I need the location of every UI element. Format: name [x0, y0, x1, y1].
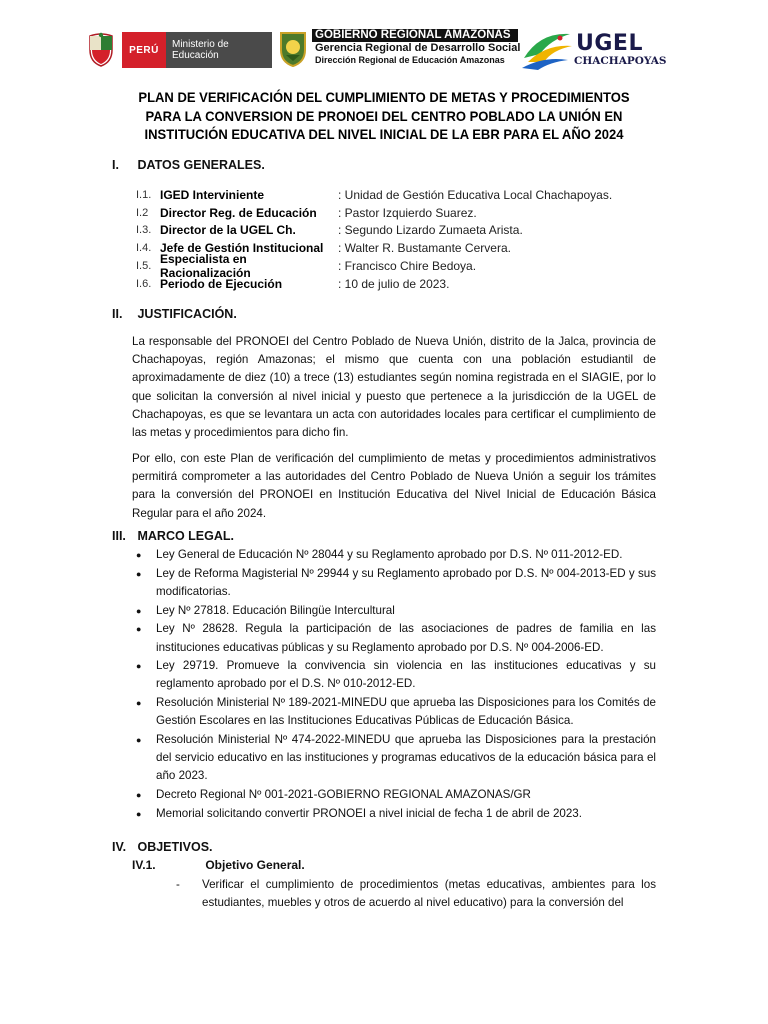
datos-value: : Pastor Izquierdo Suarez.	[338, 205, 477, 220]
datos-key: Periodo de Ejecución	[160, 276, 283, 291]
datos-row	[136, 275, 656, 293]
datos-key: Jefe de Gestión Institucional	[160, 241, 324, 256]
bullet-icon: ●	[136, 735, 142, 746]
justificacion-paragraph: Por ello, con este Plan de verificación del cumplimiento de metas y procedimientos administrativos permitirá comprometer a las autoridades del Centro Poblado de Nueva Unión a seguir los trámites para la conversión del PRONOEI en Institución Educativa del Nivel Inicial de Educación Básica Regular para el año 2024.	[132, 452, 656, 520]
list-item	[136, 694, 656, 730]
list-item-text: Resolución Ministerial Nº 189-2021-MINEDU que aprueba las Disposiciones para los Comités de Gestión Escolares en las Instituciones Educativas Públicas de Educación Básica.	[156, 696, 656, 728]
subsection-label: Objetivo General.	[205, 858, 305, 872]
list-item-text: Ley 29719. Promueve la convivencia sin violencia en las instituciones educativas y su reglamento aprobado por el D.S. Nº 010-2012-ED.	[156, 659, 656, 691]
title-line: PARA LA CONVERSION DE PRONOEI DEL CENTRO POBLADO LA UNIÓN EN	[145, 107, 623, 124]
bullet-icon: ●	[136, 568, 142, 579]
section-label: JUSTIFICACIÓN.	[137, 307, 237, 321]
list-item	[136, 805, 656, 823]
minedu-logo	[86, 30, 276, 70]
list-item	[136, 620, 656, 656]
ugel-logo	[520, 28, 682, 72]
list-item-text: Ley Nº 27818. Educación Bilingüe Intercultural	[156, 603, 395, 617]
datos-value: : Segundo Lizardo Zumaeta Arista.	[338, 223, 523, 238]
section-label: OBJETIVOS.	[137, 840, 213, 854]
amazonas-shield-icon	[278, 30, 308, 68]
section-label: MARCO LEGAL.	[137, 529, 235, 543]
gra-subtitle-1: Gerencia Regional de Desarrollo Social	[315, 42, 521, 54]
datos-key: Especialista en Racionalización	[160, 252, 251, 281]
list-item-text: Memorial solicitando convertir PRONOEI a nivel inicial de fecha 1 de abril de 2023.	[156, 806, 582, 820]
datos-row	[136, 186, 656, 204]
subsection-number: IV.1.	[132, 858, 156, 872]
list-item	[136, 602, 656, 620]
justificacion-paragraph: La responsable del PRONOEI del Centro Poblado de Nueva Unión, distrito de la Jalca, provincia de Chachapoyas, región Amazonas; el mismo que cuenta con una población estudiantil de aproximadamente de diez (10) a trece (13) estudiantes según nomina registrada en el SIAGIE, por lo que solicitan la conversión al nivel inicial y puesto que pertenece a la jurisdicción de la UGEL de Chachapoyas, es que se levantara un acta con autoridades locales para certificar el cumplimiento de las metas y procedimientos para dicho fin.	[132, 335, 656, 440]
list-item	[136, 657, 656, 693]
datos-value: : 10 de julio de 2023.	[338, 276, 450, 291]
list-item	[136, 546, 656, 564]
section-heading-objetivos	[112, 840, 213, 854]
section-number: I.	[112, 158, 119, 172]
peru-coat-of-arms-icon	[86, 32, 116, 68]
datos-row	[136, 252, 656, 281]
list-item-text: Decreto Regional Nº 001-2021-GOBIERNO REGIONAL AMAZONAS/GR	[156, 788, 531, 802]
bullet-icon: ●	[136, 661, 142, 672]
ministry-label: Ministerio de Educación	[166, 32, 272, 68]
bullet-icon: ●	[136, 808, 142, 819]
letterhead	[86, 28, 682, 72]
marco-legal-list	[136, 546, 656, 824]
objetivo-text: Verificar el cumplimiento de procedimientos (metas educativas, ambientes para los estudiantes, muebles y otros de acuerdo al nivel educativo) para la conversión del	[202, 878, 656, 910]
datos-number: I.5.	[136, 260, 152, 273]
ugel-title: UGEL	[576, 31, 643, 56]
section-label: DATOS GENERALES.	[137, 158, 265, 172]
title-line: PLAN DE VERIFICACIÓN DEL CUMPLIMIENTO DE METAS Y PROCEDIMIENTOS	[138, 89, 630, 105]
bullet-icon: ●	[136, 605, 142, 616]
bullet-icon: ●	[136, 624, 142, 635]
list-item	[136, 565, 656, 601]
ugel-swirl-icon	[520, 28, 574, 72]
section-heading-justificacion	[112, 307, 237, 321]
datos-number: I.6.	[136, 277, 152, 290]
bullet-icon: ●	[136, 698, 142, 709]
peru-label: PERÚ	[122, 32, 166, 68]
datos-row	[136, 204, 656, 222]
ugel-subtitle: CHACHAPOYAS	[574, 55, 667, 67]
bullet-icon: ●	[136, 550, 142, 560]
dash-marker: -	[176, 878, 180, 891]
subsection-heading-objetivo-general	[132, 858, 305, 872]
datos-value: : Francisco Chire Bedoya.	[338, 259, 477, 274]
document-title	[129, 88, 639, 144]
gobierno-regional-logo	[278, 28, 521, 72]
list-item-text: Ley General de Educación Nº 28044 y su Reglamento aprobado por D.S. Nº 011-2012-ED.	[156, 548, 623, 561]
datos-number: I.3.	[136, 224, 152, 237]
list-item-text: Resolución Ministerial Nº 474-2022-MINEDU que aprueba las Disposiciones para la prestación del servicio educativo en las instituciones y programas educativos de la educación básica para el año 2023.	[156, 733, 656, 783]
list-item	[136, 731, 656, 786]
datos-key: Director Reg. de Educación	[160, 205, 317, 220]
title-line: INSTITUCIÓN EDUCATIVA DEL NIVEL INICIAL DE LA EBR PARA EL AÑO 2024	[144, 126, 624, 142]
datos-row	[136, 222, 656, 240]
section-number: III.	[112, 529, 126, 543]
section-number: II.	[112, 307, 123, 321]
datos-number: I.2	[136, 206, 149, 219]
list-item-text: Ley de Reforma Magisterial Nº 29944 y su Reglamento aprobado por D.S. Nº 004-2013-ED y sus modificatorias.	[156, 566, 656, 598]
datos-value: : Walter R. Bustamante Cervera.	[338, 241, 511, 256]
datos-number: I.4.	[136, 242, 152, 255]
gra-subtitle-2: Dirección Regional de Educación Amazonas	[315, 55, 505, 65]
datos-key: IGED Interviniente	[160, 187, 265, 202]
gra-title: GOBIERNO REGIONAL AMAZONAS	[312, 29, 518, 42]
section-number: IV.	[112, 840, 127, 854]
datos-key: Director de la UGEL Ch.	[160, 223, 296, 238]
list-item	[136, 786, 656, 804]
bullet-icon: ●	[136, 790, 142, 801]
section-heading-marco-legal	[112, 529, 234, 543]
section-heading-datos-generales	[112, 158, 265, 172]
datos-value: : Unidad de Gestión Educativa Local Chachapoyas.	[338, 187, 613, 202]
list-item-text: Ley Nº 28628. Regula la participación de las asociaciones de padres de familia en las instituciones educativas públicas y su Reglamento aprobado por D.S. Nº 004-2006-ED.	[156, 622, 656, 654]
objetivo-general-item	[176, 876, 656, 912]
datos-number: I.1.	[136, 188, 152, 201]
datos-generales-list	[136, 186, 656, 293]
